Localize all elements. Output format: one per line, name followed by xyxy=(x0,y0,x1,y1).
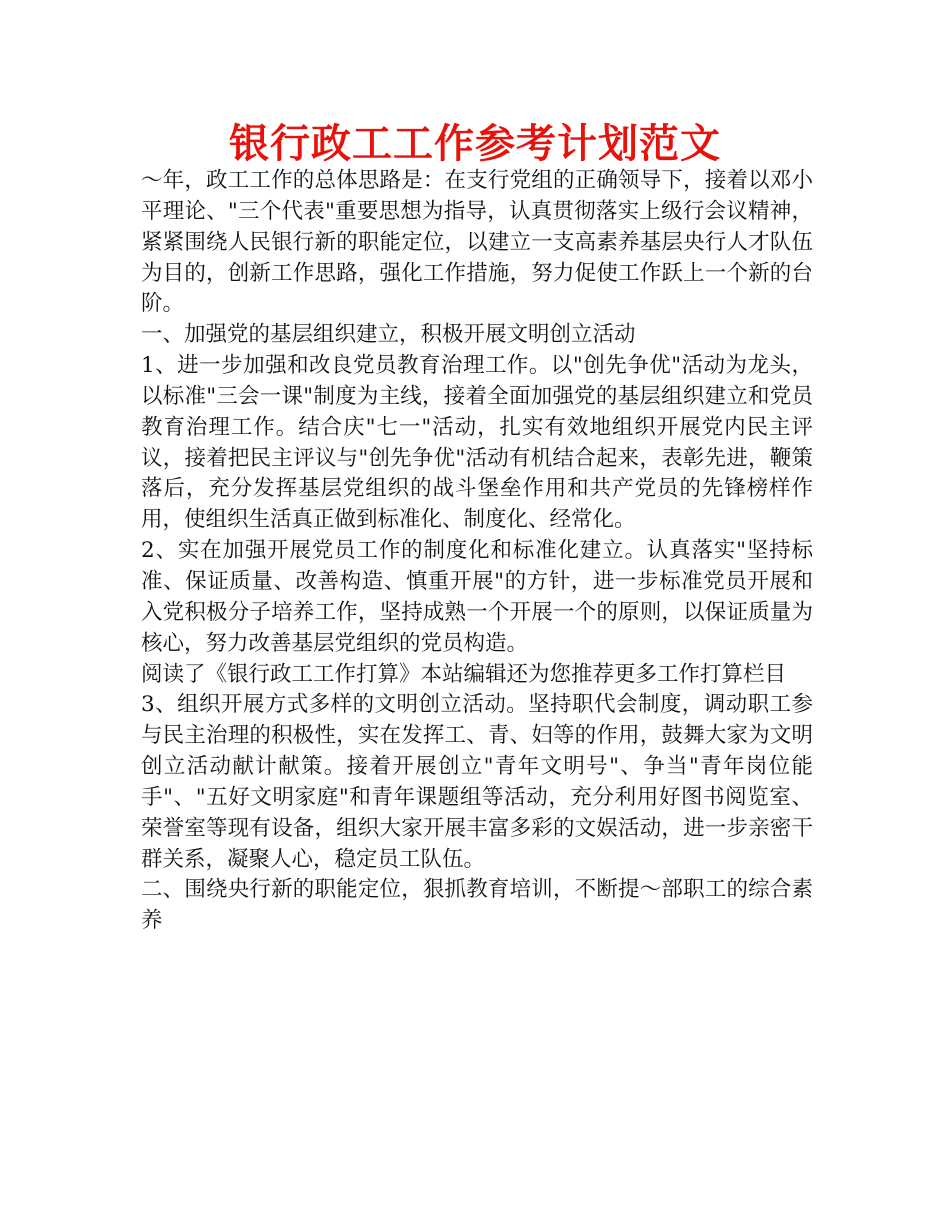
paragraph-item-3: 3、组织开展方式多样的文明创立活动。坚持职代会制度，调动职工参与民主治理的积极性，实在发挥工、青、妇等的作用，鼓舞大家为文明创立活动献计献策。接着开展创立"青年文明号"、争当"青年岗位能手"、"五好文明家庭"和青年课题组等活动，充分利用好图书阅览室、荣誉室等现有设备，组织大家开展丰富多彩的文娱活动，进一步亲密干群关系，凝聚人心，稳定员工队伍。 xyxy=(141,692,813,872)
paragraph-item-1: 1、进一步加强和改良党员教育治理工作。以"创先争优"活动为龙头，以标准"三会一课"制度为主线，接着全面加强党的基层组织建立和党员教育治理工作。结合庆"七一"活动，扎实有效地组织开展党内民主评议，接着把民主评议与"创先争优"活动有机结合起来，表彰先进，鞭策落后，充分发挥基层党组织的战斗堡垒作用和共产党员的先锋榜样作用，使组织生活真正做到标准化、制度化、经常化。 xyxy=(141,353,813,533)
document-body xyxy=(141,166,813,937)
paragraph-recommendation: 阅读了《银行政工工作打算》本站编辑还为您推荐更多工作打算栏目 xyxy=(141,661,787,687)
paragraph-intro: ～年，政工工作的总体思路是：在支行党组的正确领导下，接着以邓小平理论、"三个代表"重要思想为指导，认真贯彻落实上级行会议精神，紧紧围绕人民银行新的职能定位，以建立一支高素养基层央行人才队伍为目的，创新工作思路，强化工作措施，努力促使工作跃上一个新的台阶。 xyxy=(141,168,813,317)
document-title: 银行政工工作参考计划范文 xyxy=(229,121,721,167)
heading-section-1: 一、加强党的基层组织建立，积极开展文明创立活动 xyxy=(141,322,636,348)
paragraph-item-2: 2、实在加强开展党员工作的制度化和标准化建立。认真落实"坚持标准、保证质量、改善构造、慎重开展"的方针，进一步标准党员开展和入党积极分子培养工作，坚持成熟一个开展一个的原则，以保证质量为核心，努力改善基层党组织的党员构造。 xyxy=(141,538,813,656)
heading-section-2: 二、围绕央行新的职能定位，狠抓教育培训，不断提～部职工的综合素养 xyxy=(141,877,813,934)
